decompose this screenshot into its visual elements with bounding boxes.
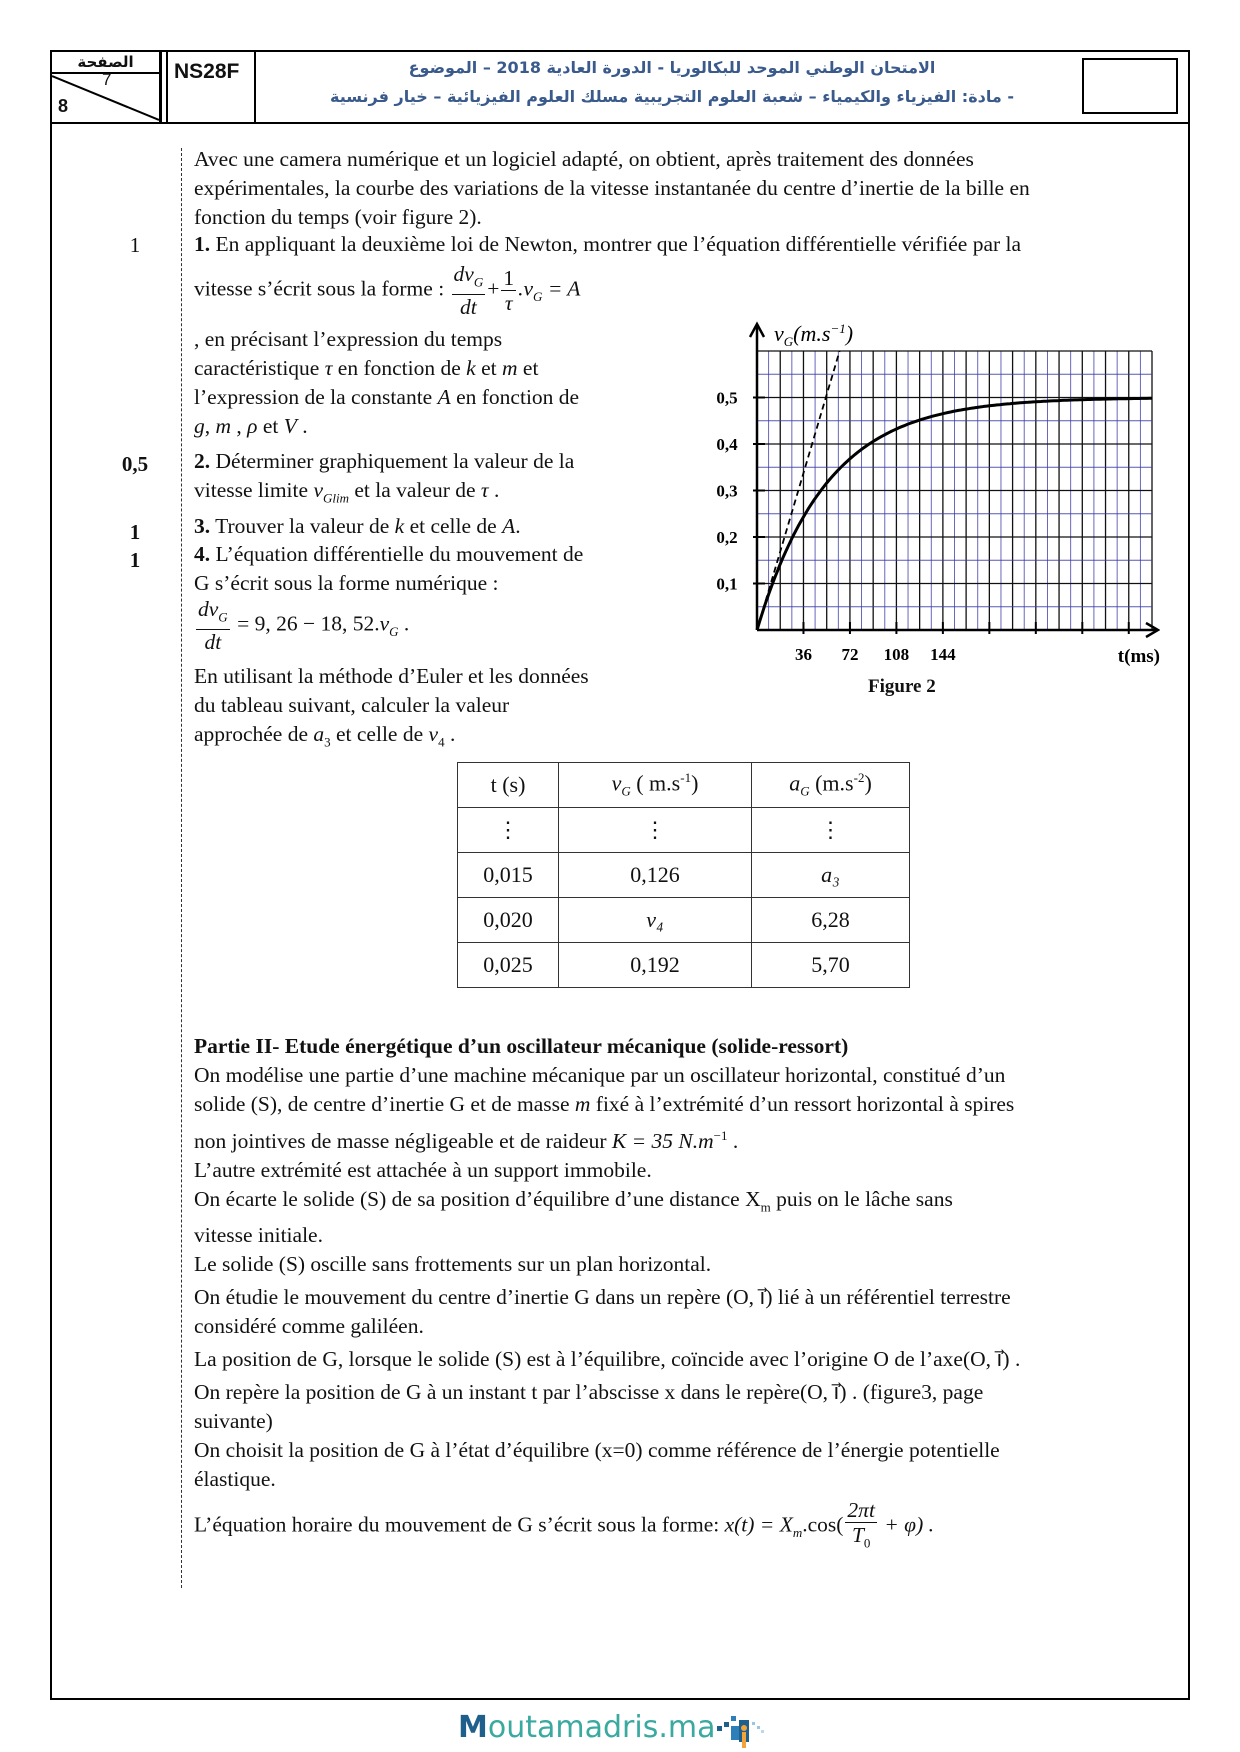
x-axis-label: t(ms) (1117, 646, 1160, 667)
table-cell: 6,28 (752, 898, 910, 943)
intro-line: Avec une camera numérique et un logiciel adapté, on obtient, après traitement des données (194, 147, 974, 171)
page-total: 8 (58, 96, 69, 116)
text: . (figure3, page (846, 1380, 984, 1405)
question-2 (194, 447, 574, 512)
question-text: du tableau suivant, calculer la valeur (194, 693, 510, 717)
section-title: Partie II- Etude énergétique d’un oscillateur mécanique (solide-ressort) (194, 1034, 849, 1058)
question-1-equation-line (194, 262, 580, 319)
score-box (1082, 58, 1178, 114)
paragraph-line: L’autre extrémité est attachée à un support immobile. (194, 1158, 652, 1183)
question-4 (194, 540, 583, 598)
text: .cos( (802, 1513, 844, 1538)
question-text: , en précisant l’expression du temps (194, 327, 503, 351)
math-var: = A (542, 276, 581, 301)
intro-paragraph (194, 145, 1030, 232)
subscript: 3 (324, 734, 331, 750)
intro-line: fonction du temps (voir figure 2). (194, 205, 482, 229)
question-text: Déterminer graphiquement la valeur de la (210, 449, 575, 473)
text: en fonction de (332, 356, 467, 380)
text: . (296, 414, 308, 438)
math-var: k (466, 356, 476, 380)
operator: + (487, 276, 500, 301)
table-cell: 0,015 (458, 853, 559, 898)
equation-rhs: = 9, 26 − 18, 52. (231, 611, 380, 636)
mark-q3: 1 (129, 520, 141, 544)
table-cell (559, 808, 752, 853)
text: et (257, 414, 284, 438)
subscript: G (621, 783, 631, 799)
math-var: .v (518, 276, 534, 301)
header-cell-vg (559, 763, 752, 808)
y-axis-label-part: (m.s (793, 321, 831, 346)
math-var: x(t) = X (724, 1513, 793, 1538)
ellipsis: ⋮ (819, 817, 842, 842)
y-tick-label: 0,2 (716, 528, 738, 547)
text: La position de G, lorsque le solide (S) est à l’équilibre, coïncide avec l’origine O de l’axe (194, 1347, 963, 1372)
exam-code: NS28F (166, 52, 256, 122)
subscript: m (792, 1525, 803, 1541)
question-text: En appliquant la deuxième loi de Newton, montrer que l’équation différentielle vérifiée par la (210, 232, 1022, 256)
y-axis-label (774, 321, 853, 349)
page-label: الصفحة (52, 52, 159, 74)
math-var: (O, i⃗) (725, 1285, 773, 1310)
exam-title-line2: - مادة: الفيزياء والكيمياء – شعبة العلوم التجريبية مسلك العلوم الفيزيائية – خيار فرنسية (330, 87, 1014, 106)
unit: (m.s (809, 770, 854, 796)
subscript: m (760, 1199, 771, 1215)
velocity-chart (700, 310, 1160, 670)
text: et (517, 356, 539, 380)
math-var: V (283, 414, 297, 438)
ellipsis: ⋮ (497, 817, 519, 842)
table-cell: 5,70 (752, 943, 910, 988)
text: On écarte le solide (S) de sa position d’équilibre d’une distance X (194, 1187, 761, 1212)
figure-caption: Figure 2 (868, 676, 936, 697)
math-var: g (194, 414, 205, 438)
y-axis-label-part: G (783, 334, 794, 349)
paragraph-line: On modélise une partie d’une machine mécanique par un oscillateur horizontal, constitué d’un (194, 1063, 1006, 1087)
mark-q2: 0,5 (121, 452, 149, 476)
frac-den: dt (460, 295, 477, 320)
text: et celle de (330, 722, 429, 746)
x-tick-label: 72 (841, 645, 859, 664)
text: On repère la position de G à un instant t par l’abscisse x dans le repère (194, 1380, 800, 1405)
superscript: -1 (680, 770, 692, 786)
y-tick-label: 0,3 (716, 481, 738, 501)
superscript: −1 (713, 1128, 728, 1143)
y-tick-label: 0,1 (716, 574, 738, 594)
text: vitesse limite (194, 478, 314, 502)
text: . (488, 478, 500, 502)
text: , (204, 414, 216, 438)
table-cell: a₃ (752, 853, 910, 898)
question-text: En utilisant la méthode d’Euler et les données (194, 664, 589, 688)
question-number: 4. (194, 542, 211, 566)
text: On étudie le mouvement du centre d’inertie G dans un repère (194, 1285, 726, 1310)
text: ) (691, 770, 699, 796)
question-number: 2. (194, 449, 211, 473)
page-current: 7 (102, 70, 112, 89)
math-var: A (437, 385, 451, 409)
exam-title (257, 52, 1087, 122)
table-cell: 0,020 (458, 898, 559, 943)
math-var: a (313, 722, 325, 746)
text: fixé à l’extrémité d’un ressort horizontal à spires (590, 1092, 1015, 1116)
part2-section (194, 1032, 1020, 1556)
text: et (475, 356, 502, 380)
subscript: G (218, 609, 228, 625)
math-var: m (574, 1092, 591, 1116)
fraction-1-tau: $\frac{1}{\tau}$ (503, 266, 515, 316)
fraction-2pit-T0: $\frac{2\pi t}{T_0}$ (847, 1498, 875, 1551)
text: lié à un référentiel terrestre (772, 1285, 1011, 1310)
logo-letter: M (458, 1710, 488, 1745)
question-number: 1. (194, 232, 211, 256)
exam-title-line1: الامتحان الوطني الموحد للبكالوريا - الدورة العادية 2018 – الموضوع (408, 58, 936, 77)
frac-num: dv (198, 597, 219, 621)
math-var: (O, i⃗) (962, 1347, 1010, 1372)
table-cell: 0,192 (559, 943, 752, 988)
text: en fonction de (450, 385, 580, 409)
text: . (1009, 1347, 1021, 1372)
subscript: Glim (322, 490, 349, 506)
math-var: + φ) . (878, 1513, 934, 1538)
math-var: m (502, 356, 518, 380)
question-3 (194, 512, 521, 541)
math-var: a (789, 770, 801, 796)
subscript: G (473, 274, 484, 290)
question-text: vitesse s’écrit sous la forme : (194, 276, 450, 301)
page-indicator (52, 52, 162, 122)
text: l’expression de la constante (194, 385, 438, 409)
table-cell: 0,025 (458, 943, 559, 988)
subscript: G (389, 623, 399, 639)
ellipsis: ⋮ (644, 817, 666, 842)
y-axis-label-part: v (774, 321, 784, 346)
text: , (231, 414, 248, 438)
frac-den: dt (204, 630, 222, 655)
mark-q1: 1 (129, 233, 141, 257)
table-row (458, 943, 910, 988)
header-cell-t (458, 763, 559, 808)
frac-den: T (851, 1523, 864, 1548)
text: approchée de (194, 722, 314, 746)
text: ) (864, 770, 872, 796)
x-tick-label: 144 (930, 645, 956, 664)
paragraph-line: élastique. (194, 1467, 276, 1492)
math-var: K = 35 N.m (611, 1129, 714, 1154)
margin-divider (181, 148, 182, 1588)
y-axis-label-part: −1 (830, 321, 846, 336)
table-cell: 0,126 (559, 853, 752, 898)
site-logo[interactable] (458, 1710, 715, 1745)
paragraph-line: considéré comme galiléen. (194, 1314, 424, 1339)
fraction-dvg-dt (452, 262, 486, 319)
table-cell (752, 808, 910, 853)
text: . (398, 611, 410, 636)
paragraph-line: Le solide (S) oscille sans frottements sur un plan horizontal. (194, 1252, 712, 1277)
mark-q4: 1 (129, 548, 141, 572)
fraction-dvg-dt (196, 597, 230, 654)
math-var: v (428, 722, 439, 746)
y-tick-label: 0,5 (716, 388, 738, 408)
y-axis-label-part: ) (845, 321, 854, 346)
question-1 (194, 230, 1021, 259)
header-text: t (s) (490, 772, 526, 797)
text: . (727, 1129, 739, 1154)
subscript: G (533, 288, 543, 304)
math-var: k (394, 514, 405, 538)
text: Trouver la valeur de (210, 514, 395, 538)
logo-pixel-icon (715, 1712, 775, 1752)
table-cell: v₄ (559, 898, 752, 943)
text: et la valeur de (348, 478, 481, 502)
unit: ( m.s (630, 770, 681, 796)
question-text: L’équation différentielle du mouvement de (210, 542, 584, 566)
subscript: G (800, 783, 810, 799)
question-4-continued (194, 662, 589, 756)
subscript: 4 (438, 734, 445, 750)
euler-table (457, 762, 910, 988)
superscript: -2 (853, 770, 865, 786)
math-var: v (379, 611, 390, 636)
x-tick-label: 36 (794, 645, 812, 664)
table-row-ellipsis (458, 808, 910, 853)
question-4-equation (194, 597, 409, 654)
text: et celle de (404, 514, 503, 538)
table-cell (458, 808, 559, 853)
text: L’équation horaire du mouvement de G s’écrit sous la forme: (194, 1513, 725, 1538)
intro-line: expérimentales, la courbe des variations de la vitesse instantanée du centre d’inertie de la bille en (194, 176, 1030, 200)
table-row (458, 898, 910, 943)
math-var: v (313, 478, 323, 502)
text: . (515, 514, 521, 538)
frac-num: dv (453, 262, 474, 286)
y-tick-label: 0,4 (716, 435, 738, 454)
table-row (458, 853, 910, 898)
logo-text: outamadris.ma (487, 1710, 716, 1745)
question-1-continued (194, 325, 579, 441)
paragraph-line: vitesse initiale. (194, 1223, 323, 1248)
question-text: G s’écrit sous la forme numérique : (194, 571, 499, 595)
x-tick-label: 108 (883, 645, 910, 664)
math-var: (O, i⃗) (799, 1380, 847, 1405)
math-var: m (215, 414, 232, 438)
subscript: 0 (863, 1535, 871, 1551)
text: puis on le lâche sans (770, 1187, 953, 1212)
math-var: v (611, 770, 622, 796)
text: solide (S), de centre d’inertie G et de masse (194, 1092, 575, 1116)
table-header-row (458, 763, 910, 808)
paragraph-line: On choisit la position de G à l’état d’équilibre (x=0) comme référence de l’énergie potentielle (194, 1438, 1000, 1463)
math-var: τ (480, 478, 489, 502)
text: caractéristique (194, 356, 325, 380)
text: . (444, 722, 456, 746)
math-var: τ (324, 356, 333, 380)
header-cell-ag (752, 763, 910, 808)
math-var: A (502, 514, 516, 538)
question-number: 3. (194, 514, 211, 538)
paragraph-line: suivante) (194, 1409, 273, 1434)
text: non jointives de masse négligeable et de raideur (194, 1129, 612, 1154)
exam-header (50, 50, 1190, 124)
math-var: ρ (247, 414, 258, 438)
